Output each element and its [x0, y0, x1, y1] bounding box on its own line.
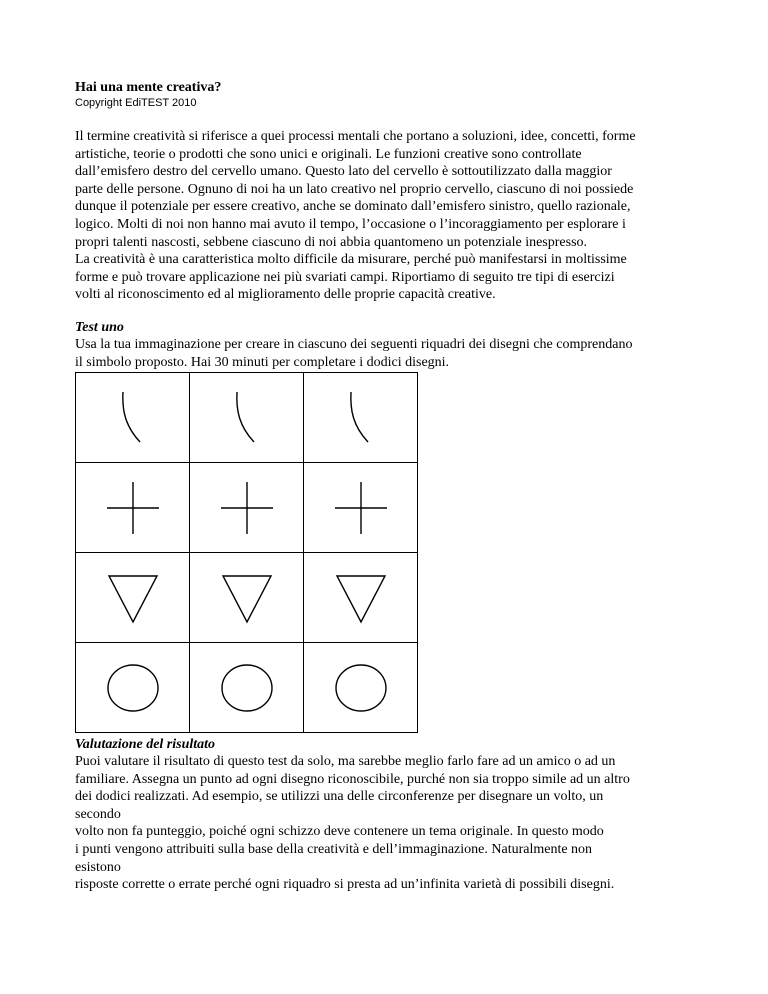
intro-line: artistiche, teorie o prodotti che sono unici e originali. Le funzioni creative sono controllate — [75, 146, 582, 162]
test-heading: Test uno — [75, 319, 124, 335]
evaluation-line: volto non fa punteggio, poiché ogni schizzo deve contenere un tema originale. In questo modo — [75, 824, 604, 840]
drawing-cell[interactable] — [304, 463, 418, 553]
intro-line: volti al riconoscimento ed al miglioramento delle proprie capacità creative. — [75, 287, 496, 303]
evaluation-line: dei dodici realizzati. Ad esempio, se utilizzi una delle circonferenze per disegnare un volto, un — [75, 789, 604, 805]
cross-icon — [103, 478, 163, 538]
document-page — [75, 80, 715, 893]
test-line: il simbolo proposto. Hai 30 minuti per completare i dodici disegni. — [75, 354, 450, 370]
grid-row-triangle — [76, 553, 418, 643]
evaluation-line: Puoi valutare il risultato di questo test da solo, ma sarebbe meglio farlo fare ad un amico o ad un — [75, 754, 616, 769]
evaluation-line: risposte corrette o errate perché ogni riquadro si presta ad un’infinita varietà di possibili disegni. — [75, 877, 615, 893]
triangle-icon — [331, 568, 391, 628]
curve-icon — [227, 388, 267, 448]
drawing-cell[interactable] — [304, 553, 418, 643]
intro-line: Il termine creatività si riferisce a quei processi mentali che portano a soluzioni, idee, concetti, forme — [75, 129, 636, 144]
evaluation-section — [75, 736, 715, 894]
drawing-cell[interactable] — [76, 373, 190, 463]
test-line: Usa la tua immaginazione per creare in ciascuno dei seguenti riquadri dei disegni che comprendano — [75, 336, 633, 352]
circle-icon — [103, 658, 163, 718]
drawing-cell[interactable] — [190, 463, 304, 553]
drawing-cell[interactable] — [190, 553, 304, 643]
grid-row-curve — [76, 373, 418, 463]
curve-icon — [341, 388, 381, 448]
intro-line: dunque il potenziale per essere creativo, anche se dominato dall’emisfero sinistro, quello razionale, — [75, 199, 631, 215]
drawing-cell[interactable] — [190, 643, 304, 733]
evaluation-line: secondo — [75, 806, 121, 822]
intro-paragraph — [75, 128, 715, 304]
drawing-cell[interactable] — [76, 463, 190, 553]
copyright-line: Copyright EdiTEST 2010 — [75, 97, 197, 109]
drawing-cell[interactable] — [76, 643, 190, 733]
intro-line: logico. Molti di noi non hanno mai avuto il tempo, l’occasione o l’incoraggiamento per esplorare i — [75, 216, 626, 232]
intro-line: propri talenti nascosti, sebbene ciascuno di noi abbia quantomeno un potenziale inespresso. — [75, 234, 588, 250]
evaluation-heading: Valutazione del risultato — [75, 737, 216, 752]
drawing-cell[interactable] — [304, 643, 418, 733]
intro-line: parte delle persone. Ognuno di noi ha un lato creativo nel proprio cervello, ciascuno di noi possiede — [75, 181, 634, 197]
evaluation-line: esistono — [75, 859, 121, 875]
document-title: Hai una mente creativa? — [75, 80, 222, 95]
triangle-icon — [217, 568, 277, 628]
cross-icon — [217, 478, 277, 538]
drawing-cell[interactable] — [190, 373, 304, 463]
evaluation-line: familiare. Assegna un punto ad ogni disegno riconoscibile, purché non sia troppo simile ad un altro — [75, 771, 630, 787]
drawing-cell[interactable] — [304, 373, 418, 463]
grid-row-cross — [76, 463, 418, 553]
circle-icon — [217, 658, 277, 718]
cross-icon — [331, 478, 391, 538]
intro-line: forme e può trovare applicazione nei più svariati campi. Riportiamo di seguito tre tipi di esercizi — [75, 269, 615, 285]
triangle-icon — [103, 568, 163, 628]
circle-icon — [331, 658, 391, 718]
drawing-cell[interactable] — [76, 553, 190, 643]
grid-row-circle — [76, 643, 418, 733]
intro-line: La creatività è una caratteristica molto difficile da misurare, perché può manifestarsi in moltissime — [75, 252, 627, 268]
curve-icon — [113, 388, 153, 448]
drawing-grid — [75, 372, 414, 730]
intro-line: dall’emisfero destro del cervello umano. Questo lato del cervello è sottoutilizzato dalla maggior — [75, 164, 612, 180]
test-instructions — [75, 336, 715, 371]
evaluation-line: i punti vengono attribuiti sulla base della creatività e dell’immaginazione. Naturalmente non — [75, 841, 593, 857]
